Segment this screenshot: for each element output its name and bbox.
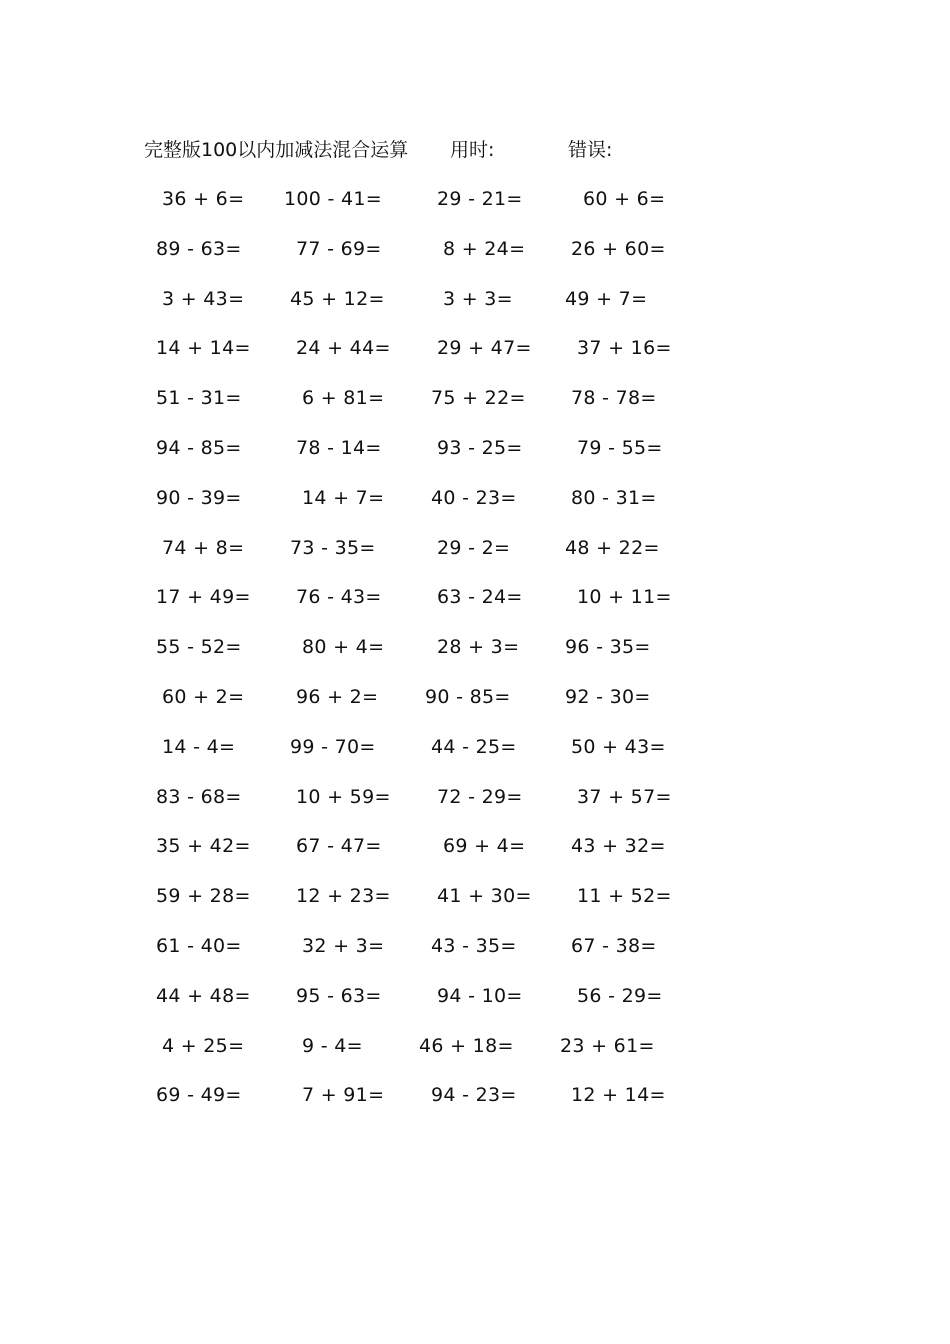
problem-item: 44 - 25= [431, 735, 517, 758]
problem-row [0, 383, 950, 413]
problem-item: 14 + 14= [156, 337, 251, 360]
problem-item: 14 - 4= [162, 735, 236, 758]
problem-row [0, 333, 950, 363]
problem-item: 94 - 10= [437, 984, 523, 1007]
problem-item: 12 + 23= [296, 885, 391, 908]
worksheet-title: 完整版100以内加减法混合运算 [144, 139, 409, 161]
problem-item: 49 + 7= [565, 287, 648, 310]
problem-item: 4 + 25= [162, 1034, 245, 1057]
problem-row [0, 981, 950, 1011]
problem-item: 78 - 14= [296, 437, 382, 459]
problem-item: 79 - 55= [577, 437, 663, 459]
problem-item: 90 - 85= [425, 686, 511, 708]
problem-row [0, 881, 950, 911]
problem-item: 12 + 14= [571, 1084, 666, 1107]
problem-item: 94 - 85= [156, 437, 242, 459]
problem-item: 93 - 25= [437, 437, 523, 459]
problem-item: 59 + 28= [156, 885, 251, 908]
problem-item: 48 + 22= [565, 536, 660, 559]
problem-item: 41 + 30= [437, 885, 532, 908]
problem-item: 35 + 42= [156, 835, 251, 858]
problem-item: 17 + 49= [156, 586, 251, 609]
problem-item: 36 + 6= [162, 188, 245, 210]
problem-row [0, 732, 950, 762]
problem-item: 69 + 4= [443, 835, 526, 858]
problem-item: 8 + 24= [443, 237, 526, 260]
errors-label: 错误: [568, 139, 613, 161]
problem-item: 40 - 23= [431, 486, 517, 509]
problem-row [0, 931, 950, 961]
problem-row [0, 632, 950, 662]
problem-item: 10 + 11= [577, 586, 672, 609]
problem-item: 96 + 2= [296, 686, 379, 708]
problem-row [0, 483, 950, 513]
problem-row [0, 1080, 950, 1110]
problem-row [0, 184, 950, 214]
problem-item: 80 + 4= [302, 636, 385, 659]
problem-item: 50 + 43= [571, 735, 666, 758]
problem-item: 69 - 49= [156, 1084, 242, 1107]
problem-item: 10 + 59= [296, 785, 391, 808]
problem-item: 37 + 16= [577, 337, 672, 360]
problem-item: 37 + 57= [577, 785, 672, 808]
problem-item: 61 - 40= [156, 935, 242, 957]
problem-item: 78 - 78= [571, 387, 657, 410]
problem-item: 26 + 60= [571, 237, 666, 260]
problem-item: 100 - 41= [284, 188, 382, 210]
problem-item: 44 + 48= [156, 984, 251, 1007]
problem-item: 99 - 70= [290, 735, 376, 758]
problem-item: 67 - 47= [296, 835, 382, 858]
problem-item: 29 - 2= [437, 536, 511, 559]
problem-item: 3 + 43= [162, 287, 245, 310]
problem-row [0, 234, 950, 264]
problem-item: 56 - 29= [577, 984, 663, 1007]
problem-item: 77 - 69= [296, 237, 382, 260]
problem-item: 55 - 52= [156, 636, 242, 659]
problem-item: 96 - 35= [565, 636, 651, 659]
problem-row [0, 284, 950, 314]
problem-item: 72 - 29= [437, 785, 523, 808]
problem-row [0, 682, 950, 712]
problem-item: 43 - 35= [431, 935, 517, 957]
problem-item: 73 - 35= [290, 536, 376, 559]
problem-item: 3 + 3= [443, 287, 513, 310]
problem-item: 14 + 7= [302, 486, 385, 509]
problem-item: 76 - 43= [296, 586, 382, 609]
problem-item: 90 - 39= [156, 486, 242, 509]
problem-item: 83 - 68= [156, 785, 242, 808]
problem-item: 7 + 91= [302, 1084, 385, 1107]
problem-item: 89 - 63= [156, 237, 242, 260]
problem-row [0, 433, 950, 463]
problem-item: 94 - 23= [431, 1084, 517, 1107]
problem-item: 63 - 24= [437, 586, 523, 609]
problem-item: 80 - 31= [571, 486, 657, 509]
problem-row [0, 831, 950, 861]
problem-item: 74 + 8= [162, 536, 245, 559]
problem-item: 24 + 44= [296, 337, 391, 360]
problem-item: 46 + 18= [419, 1034, 514, 1057]
problem-item: 45 + 12= [290, 287, 385, 310]
problem-row [0, 533, 950, 563]
problem-item: 6 + 81= [302, 387, 385, 410]
problem-item: 51 - 31= [156, 387, 242, 410]
problem-item: 23 + 61= [560, 1034, 655, 1057]
problem-item: 9 - 4= [302, 1034, 363, 1057]
problem-item: 92 - 30= [565, 686, 651, 708]
time-used-label: 用时: [450, 139, 495, 161]
problem-item: 29 + 47= [437, 337, 532, 360]
problem-item: 60 + 2= [162, 686, 245, 708]
problem-item: 67 - 38= [571, 935, 657, 957]
problem-item: 28 + 3= [437, 636, 520, 659]
problem-item: 75 + 22= [431, 387, 526, 410]
problem-item: 43 + 32= [571, 835, 666, 858]
problem-item: 95 - 63= [296, 984, 382, 1007]
problem-row [0, 582, 950, 612]
problem-item: 11 + 52= [577, 885, 672, 908]
problem-item: 29 - 21= [437, 188, 523, 210]
problem-row [0, 782, 950, 812]
problem-item: 32 + 3= [302, 935, 385, 957]
problem-row [0, 1031, 950, 1061]
problem-item: 60 + 6= [583, 188, 666, 210]
